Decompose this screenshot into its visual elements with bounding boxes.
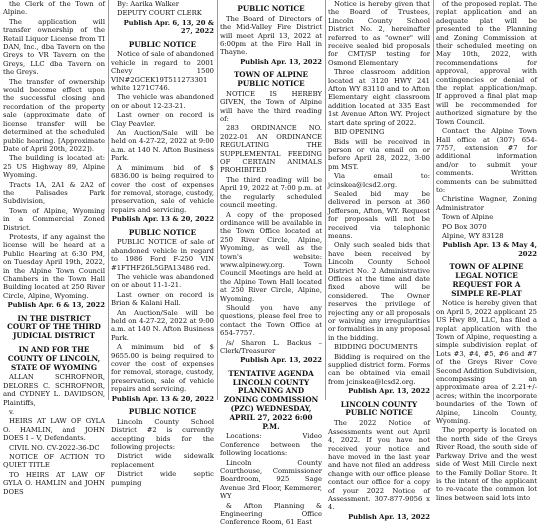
- notice-paragraph: PUBLIC NOTICE of sale of abandoned vehicle in regard to 1986 Ford F-250 VIN #1FTHF26L5GPA13486 red.: [111, 238, 214, 272]
- notice-paragraph: An Auction/Sale will be held on 4-27-22, 2022 at 9:00 a.m. at 140 N. Afton Business Park.: [111, 308, 214, 342]
- notice-heading: IN AND FOR THE COUNTY OF LINCOLN, STATE OF WYOMING: [7, 345, 101, 372]
- notice-paragraph: DEPUTY COURT CLERK: [117, 9, 202, 18]
- notice-heading: PUBLIC NOTICE: [128, 407, 197, 417]
- notice-paragraph: A minimum bid of $ 6836.00 is being required to cover the cost of expenses for removal, storage, custody, preservation, sale of vehicle repairs and servicing.: [111, 163, 214, 214]
- notice-paragraph: The vehicle was abandoned on or about 11-1-21.: [111, 272, 214, 290]
- notice-paragraph: HEIRS AT LAW OF GYLA O. HAMLIN, and JOHN DOES I – V, Defendants.: [3, 417, 105, 443]
- notice-paragraph: The 2022 Notice of Assessments went out April 4, 2022. If you have not received your notice and have moved in the last year and have not filed an address change with our office please contact our office for a copy of your 2022 Notice of Assessment. 307-877-9056 x 4.: [328, 419, 430, 512]
- notice-paragraph: TO HEIRS AT LAW OF GYLA O. HAMLIN and JOHN DOES: [3, 470, 105, 496]
- notice-paragraph: Town of Alpine: [442, 213, 494, 222]
- notice-paragraph: of the proposed replat. The replat application and an adequate plat will be presented to the Planning and Zoning Commission at their scheduled meeting on May 10th, 2022, with recommendations for approval, approval with contingencies or denial of the replat application/map. If approved a final plat map will be recommended for authorized signature by the Town Council.: [436, 0, 537, 126]
- notice-paragraph: BIDDING DOCUMENTS: [334, 343, 418, 352]
- notice-paragraph: BID OPENING: [334, 128, 385, 137]
- notice-paragraph: ALLAN SCHROFNOR, DELORES C. SCHROFNOR, and CYDNEY L. DAVIDSON, Plaintiffs,: [3, 373, 105, 407]
- column-5: [433, 0, 540, 502]
- notice-paragraph: Three classroom addition located at 3120 HWY 241 Afton WY 83110 and to Afton Elementary eight classroom addition located at 335 East 1st Avenue Afton WY. Project start date spring of 2022.: [328, 68, 430, 127]
- notice-paragraph: & Afton Planning & Engineering Office Conference Room, 61 East: [220, 501, 322, 527]
- column-1: [0, 0, 108, 496]
- notice-paragraph: District wide septic pumping: [111, 470, 214, 487]
- notice-heading: PUBLIC NOTICE: [128, 39, 197, 49]
- notice-paragraph: A minimum bid of $ 9655.00 is being required to cover the cost of expenses for removal, storage, custody, preservation, sale of vehicle repairs and servicing.: [111, 343, 214, 394]
- column-4: [325, 0, 433, 521]
- publish-date-line: Publish Apr. 13, 2022: [240, 356, 322, 365]
- column-3: [217, 0, 325, 527]
- notice-paragraph: PO Box 3070: [442, 222, 487, 231]
- notice-paragraph: Locations: Video Conference between the following locations:: [220, 432, 322, 458]
- notice-heading: PUBLIC NOTICE: [128, 227, 197, 237]
- notice-heading: TOWN OF ALPINE LEGAL NOTICE REQUEST FOR A SIMPLE RE-PLAT: [449, 262, 524, 298]
- publish-date-line: Publish Apr. 13, 2022: [348, 512, 430, 521]
- column-divider: [433, 0, 434, 400]
- notice-heading: TOWN OF ALPINE PUBLIC NOTICE: [233, 70, 309, 89]
- notice-heading: TENTATIVE AGENDA LINCOLN COUNTY PLANNING AND ZONING COMMISSION (PZC) WEDNESDAY, APRIL 27, 2022 6:00 P.M.: [223, 368, 319, 431]
- notice-paragraph: Bidding is required on the supplied district form. Forms can be obtained via email from jcinskea@lcsd2.org.: [328, 352, 430, 386]
- notice-heading: LINCOLN COUNTY PUBLIC NOTICE: [340, 399, 418, 418]
- publish-date-line: Publish Apr. 13 & May 4, 2022: [442, 241, 537, 258]
- column-divider: [108, 0, 109, 400]
- notice-paragraph: An Auction/Sale will be held on 4-27-22, 2022 at 9:00 a.m. at 140 N. Afton Business Park.: [111, 129, 214, 163]
- notice-paragraph: Via email to: jcinskea@lcsd2.org.: [328, 172, 430, 189]
- notice-paragraph: Notice is hereby given that on April 5, 2022 applicant 25 US Hwy 89, LLC, has filed a replat application with the Town of Alpine, requesting a simple subdivision replat of Lots #3, #4, #5, #6 and #7 of the Greys River Cove Second Addition Subdivision, encompassing an approximate area of 2.21+/- acres; within the incorporate boundaries of the Town of Alpine, Lincoln County, Wyoming.: [436, 299, 538, 426]
- notice-paragraph: Last owner on record is Clay Peavler.: [111, 111, 214, 128]
- column-divider: [325, 0, 326, 400]
- column-divider: [217, 0, 218, 400]
- notice-paragraph: Notice of sale of abandoned vehicle in regard to 2001 Chevy 1500 VIN#2GCEK19T511273301 white 1271C746.: [111, 50, 214, 93]
- notice-paragraph: The Board of Directors of the Mid-Valley Fire District will meet April 13, 2022 at 6:00pm at the Fire Hall in Thayne.: [220, 14, 322, 57]
- publish-date-line: Publish Apr. 6, 13, 20 & 27, 2022: [123, 18, 214, 36]
- notice-paragraph: The third reading will be April 19, 2022 at 7:00 p.m. at the regularly scheduled council meeting.: [220, 175, 322, 210]
- notice-heading: PUBLIC NOTICE: [237, 4, 305, 13]
- notice-paragraph: Contact the Alpine Town Hall office at (307) 654-7757, extension #7 for additional information and/or to submit your comments. Written comments can be submitted to:: [436, 127, 537, 194]
- publish-date-line: Publish Apr. 13, 2022: [348, 387, 430, 396]
- notice-paragraph: CIVIL NO. CV-2022-36-DC: [9, 443, 100, 452]
- publish-date-line: Publish Apr. 13 & 20, 2022: [111, 394, 214, 403]
- notice-paragraph: Christine Wagner, Zoning Administrator: [436, 195, 537, 212]
- publish-date-line: Publish Apr. 13 & 20, 2022: [111, 215, 214, 224]
- notice-paragraph: Sealed bid may be delivered in person at 360 Jefferson, Afton, WY. Request for proposals will not be received via telephonic means.: [328, 189, 430, 240]
- notice-paragraph: Last owner on record is Brian & Kalani Hall.: [111, 290, 214, 308]
- notice-paragraph: Tracts 1A, 2A1 & 2A2 of the Palisades Park Subdivision,: [3, 180, 105, 206]
- notice-paragraph: Bids will be received in person or via email on or before April 28, 2022, 3:00 pm MST.: [328, 137, 430, 171]
- notice-paragraph: Lincoln County Courthouse, Commissioner Boardroom, 925 Sage Avenue 3rd Floor, Kemmerer, WY: [220, 458, 322, 501]
- notice-paragraph: /s/ Sharon L. Backus – Clerk/Treasurer: [220, 338, 322, 356]
- notice-paragraph: NOTICE IS HEREBY GIVEN, the Town of Alpine will have the third reading of:: [220, 89, 322, 124]
- notice-paragraph: v.: [9, 408, 15, 417]
- notice-paragraph: Notice is hereby given that the Board of Trustees, Lincoln County School District No. 2, hereinafter referred to as "owner" will receive sealed bid proposals for CMT/SP testing for Osmond Elementary: [328, 0, 430, 67]
- notice-paragraph: The property is located on the north side of the Greys River Road, the south side of Parkway Drive and the west side of West Mill Circle next to the Family Dollar Store. It is the intent of the applicant to re-vacate the common lot lines between said lots into: [436, 426, 537, 502]
- publish-date-line: Publish Apr. 6 & 13, 2022: [7, 301, 105, 310]
- notice-paragraph: The application will transfer ownership of the Retail Liquor License from TI DAN, Inc., dba Tavern on the Greys to VR Tavern on the Greys, LLC dba Tavern on the Greys.: [3, 17, 105, 77]
- notice-paragraph: 283 ORDINANCE NO. 2022-01 AN ORDINANCE REGULATING THE SUPPLEMENTAL FEEDING OF CERTAIN ANIMALS PROHIBITED: [220, 124, 322, 175]
- notice-heading: IN THE DISTRICT COURT OF THE THIRD JUDICIAL DISTRICT: [7, 313, 101, 341]
- notice-paragraph: The transfer of ownership would become effect upon the successful closing and recordation of the property sale (approximate date of license transfer will be determined at the scheduled public hearing. [Approximate Date of April 20th, 2022]).: [3, 77, 105, 153]
- notice-paragraph: Alpine, WY 83128: [442, 231, 504, 240]
- notice-paragraph: District wide sidewalk replacement: [111, 452, 214, 469]
- notice-paragraph: Town of Alpine, Wyoming in a Commercial Zoned District.: [3, 206, 105, 232]
- notice-paragraph: A copy of the proposed ordinance will be available in the Town Office located at 250 River Circle, Alpine, Wyoming, as well as the town's website: www.alpinewy.org. Town Council Meetings are held at the Alpine Town Hall located at 250 River Circle, Alpine, Wyoming.: [220, 210, 322, 303]
- notice-paragraph: Should you have any questions, please feel free to contact the Town Office at 654-7757.: [220, 303, 322, 338]
- notice-paragraph: NOTICE OF ACTION TO QUIET TITLE: [3, 453, 105, 470]
- notice-paragraph: The building is located at: 25 US Highway 89, Alpine Wyoming.: [3, 154, 105, 180]
- publish-date-line: Publish Apr. 13, 2022: [240, 57, 322, 66]
- notice-paragraph: The vehicle was abandoned on or about 12-23-21.: [111, 93, 214, 110]
- column-2: [108, 0, 217, 487]
- notice-paragraph: By: Aarika Walker: [117, 0, 180, 8]
- notice-paragraph: Only such sealed bids that have been received by Lincoln County School District No. 2 Administrative Offices at the time and date fixed above will be considered. The Owner reserves the privilege of rejecting any or all proposals or waiving any irregularities or formalities in any proposal in the bidding.: [328, 241, 430, 342]
- notice-paragraph: Lincoln County School District #2 is currently accepting bids for the following projects:: [111, 417, 214, 452]
- notice-paragraph: the Clerk of the Town of Alpine.: [3, 0, 105, 17]
- notice-paragraph: Protests, if any against the license will be heard at a Public Hearing at 6:30 PM, on Tuesday April 19th, 2022, in the Alpine Town Council Chambers in the Town Hall Building located at 250 River Circle, Alpine, Wyoming.: [3, 232, 105, 300]
